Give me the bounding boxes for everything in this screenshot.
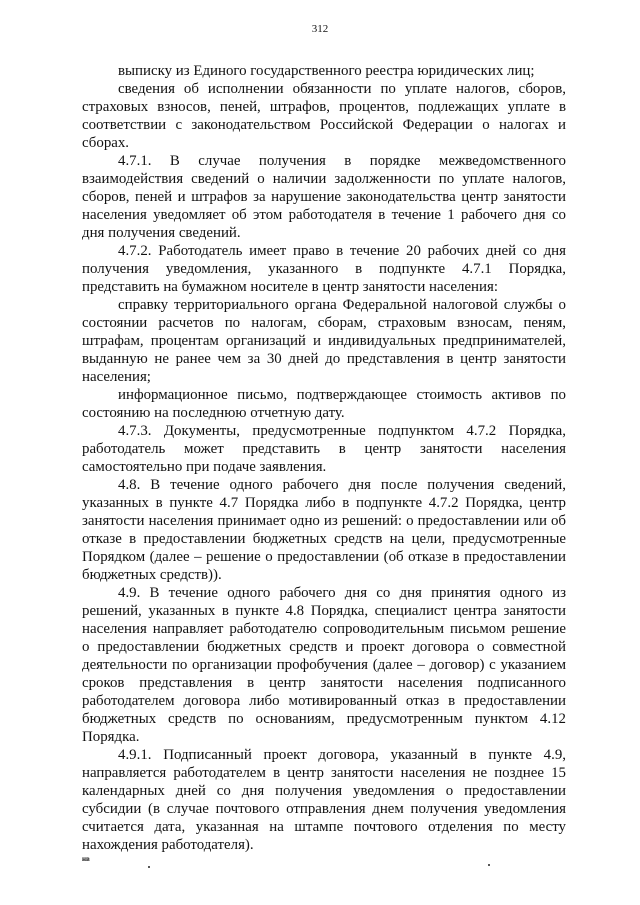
paragraph: справку территориального органа Федеральной налоговой службы о состоянии расчетов по налогам, сборам, страховым взносам, пеням, штрафам, процентам организаций и индивидуальных предпринимателей, выданную не ранее чем за 30 дней до представления в центр занятости населения; <box>82 297 566 385</box>
paragraph: 4.9.1. Подписанный проект договора, указанный в пункте 4.9, направляется работодателем в центр занятости населения не позднее 15 календарных дней со дня получения уведомления о предоставлении субсидии (в случае почтового отправления днем получения уведомления считается дата, указанная на штампе почтового отделения по месту нахождения работодателя). <box>82 747 566 853</box>
paragraph: информационное письмо, подтверждающее стоимость активов по состоянию на последнюю отчетную дату. <box>82 387 566 421</box>
paragraph: 4.7.3. Документы, предусмотренные подпунктом 4.7.2 Порядка, работодатель может представить в центр занятости населения самостоятельно при подаче заявления. <box>82 423 566 475</box>
document-body <box>82 62 566 854</box>
paragraph: выписку из Единого государственного реестра юридических лиц; <box>118 63 535 79</box>
scan-speck <box>148 866 150 868</box>
page-number: 312 <box>311 23 329 35</box>
paragraph: 4.9. В течение одного рабочего дня со дня принятия одного из решений, указанных в пункте 4.8 Порядка, специалист центра занятости населения направляет работодателю сопроводительным письмом решение о предоставлении бюджетных средств и проект договора о совместной деятельности по организации профобучения (далее – договор) с указанием сроков представления в центр занятости населения подписанного работодателем договора либо мотивированный отказ в предоставлении бюджетных средств по основаниям, предусмотренным пунктом 4.12 Порядка. <box>82 585 566 745</box>
paragraph: сведения об исполнении обязанности по уплате налогов, сборов, страховых взносов, пеней, штрафов, процентов, подлежащих уплате в соответствии с законодательством Российской Федерации о налогах и сборах. <box>82 81 566 151</box>
paragraph: 4.7.2. Работодатель имеет право в течение 20 рабочих дней со дня получения уведомления, указанного в подпункте 4.7.1 Порядка, представить на бумажном носителе в центр занятости населения: <box>82 243 566 295</box>
footer-mark: нв <box>82 855 90 863</box>
scan-speck <box>488 864 490 866</box>
paragraph: 4.8. В течение одного рабочего дня после получения сведений, указанных в пункте 4.7 Порядка либо в подпункте 4.7.2 Порядка, центр занятости населения принимает одно из решений: о предоставлении или об отказе в предоставлении бюджетных средств на цели, предусмотренные Порядком (далее – решение о предоставлении (об отказе в предоставлении бюджетных средств)). <box>82 477 566 583</box>
paragraph: 4.7.1. В случае получения в порядке межведомственного взаимодействия сведений о наличии задолженности по уплате налогов, сборов, пеней и штрафов за нарушение законодательства центр занятости населения уведомляет об этом работодателя в течение 1 рабочего дня со дня получения сведений. <box>82 153 566 241</box>
